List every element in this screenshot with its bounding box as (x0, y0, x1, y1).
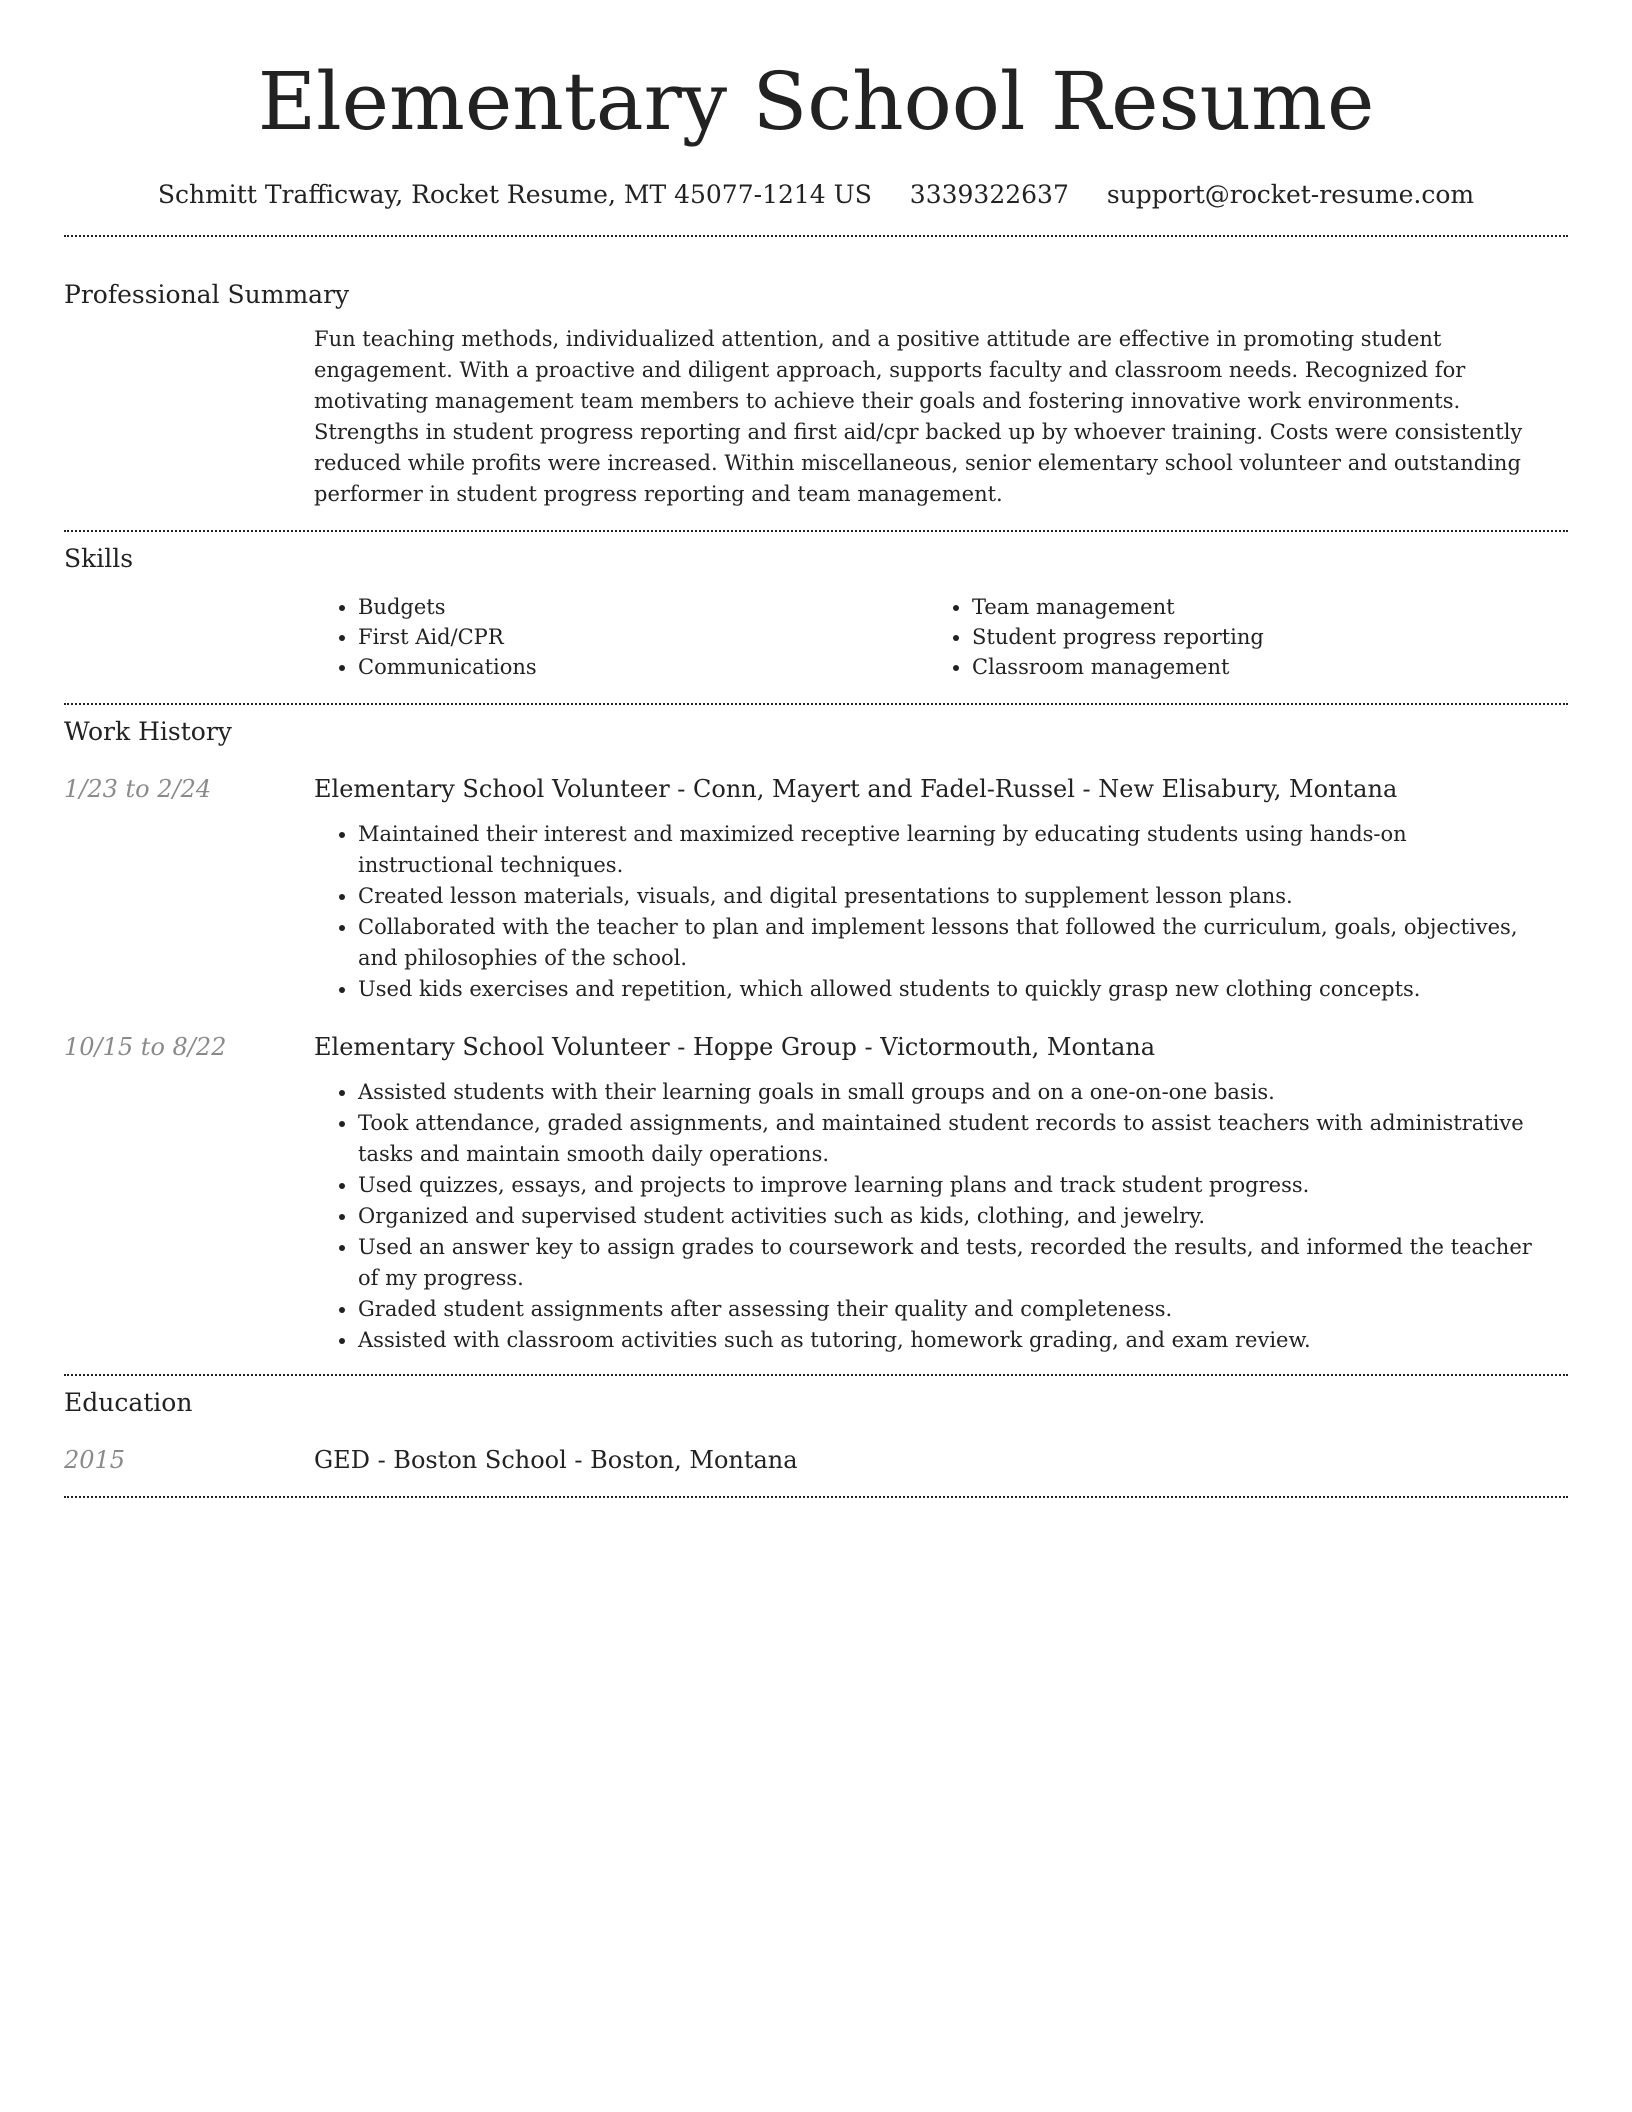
job-title: Elementary School Volunteer - Conn, Mayert and Fadel-Russel - New Elisabury, Montana (314, 775, 1398, 803)
job-dates: 10/15 to 8/22 (64, 1033, 227, 1061)
section-divider (64, 1374, 1568, 1376)
job-title: Elementary School Volunteer - Hoppe Group - Victormouth, Montana (314, 1033, 1156, 1061)
education-title: GED - Boston School - Boston, Montana (314, 1446, 798, 1474)
job-entry (64, 773, 1568, 1005)
job-details (314, 773, 1568, 1005)
summary-heading: Professional Summary (64, 280, 350, 309)
work-history-heading: Work History (64, 717, 232, 746)
education-entry (64, 1444, 1568, 1476)
summary-text: Fun teaching methods, individualized attention, and a positive attitude are effective in promoting student engagement. With a proactive and diligent approach, supports faculty and classroom needs. Recognized for motivating management team members to achieve their goals and fostering innovative work environments. Strengths in student progress reporting and first aid/cpr backed up by whoever training. Costs were consistently reduced while profits were increased. Within miscellaneous, senior elementary school volunteer and outstanding performer in student progress reporting and team management. (314, 327, 1523, 506)
skills-heading: Skills (64, 544, 134, 573)
skill-item: • Team management (972, 592, 1542, 622)
job-details (314, 1031, 1568, 1356)
section-divider (64, 703, 1568, 705)
job-bullet: • Organized and supervised student activities such as kids, clothing, and jewelry. (358, 1201, 1568, 1232)
job-bullet: • Assisted students with their learning goals in small groups and on a one-on-one basis. (358, 1077, 1568, 1108)
contact-address: Schmitt Trafficway, Rocket Resume, MT 45077-1214 US (157, 180, 872, 209)
job-bullet: • Used quizzes, essays, and projects to improve learning plans and track student progress. (358, 1170, 1568, 1201)
job-bullet: • Maintained their interest and maximized receptive learning by educating students using hands-on instructional techniques. (358, 819, 1568, 881)
job-bullet: • Graded student assignments after assessing their quality and completeness. (358, 1294, 1568, 1325)
section-divider (64, 235, 1568, 237)
resume-name: Elementary School Resume (257, 55, 1375, 148)
job-bullet: • Created lesson materials, visuals, and digital presentations to supplement lesson plans. (358, 881, 1568, 912)
job-bullets (314, 1077, 1568, 1356)
section-divider (64, 1496, 1568, 1498)
job-entry (64, 1031, 1568, 1356)
resume-page (64, 0, 1568, 1498)
job-bullet: • Collaborated with the teacher to plan and implement lessons that followed the curriculum, goals, objectives, and philosophies of the school. (358, 912, 1568, 974)
skill-item: • Budgets (358, 592, 928, 622)
skill-item: • First Aid/CPR (358, 622, 928, 652)
job-bullet: • Assisted with classroom activities such as tutoring, homework grading, and exam review. (358, 1325, 1568, 1356)
summary-section (314, 324, 1568, 510)
education-heading: Education (64, 1388, 193, 1417)
skill-item: • Communications (358, 652, 928, 682)
contact-email: support@rocket-resume.com (1106, 180, 1475, 209)
job-bullet: • Used an answer key to assign grades to coursework and tests, recorded the results, and informed the teacher of my progress. (358, 1232, 1568, 1294)
job-dates: 1/23 to 2/24 (64, 775, 212, 803)
skill-item: • Classroom management (972, 652, 1542, 682)
skills-list (314, 592, 1568, 682)
education-details (314, 1444, 1568, 1476)
section-divider (64, 530, 1568, 532)
contact-phone: 3339322637 (909, 180, 1069, 209)
skill-item: • Student progress reporting (972, 622, 1542, 652)
job-bullets (314, 819, 1568, 1005)
skills-column-right (928, 592, 1542, 682)
skills-column-left (314, 592, 928, 682)
education-date: 2015 (64, 1446, 126, 1474)
contact-line (64, 178, 1568, 212)
job-bullet: • Took attendance, graded assignments, and maintained student records to assist teachers with administrative tasks and maintain smooth daily operations. (358, 1108, 1568, 1170)
job-bullet: • Used kids exercises and repetition, which allowed students to quickly grasp new clothing concepts. (358, 974, 1568, 1005)
